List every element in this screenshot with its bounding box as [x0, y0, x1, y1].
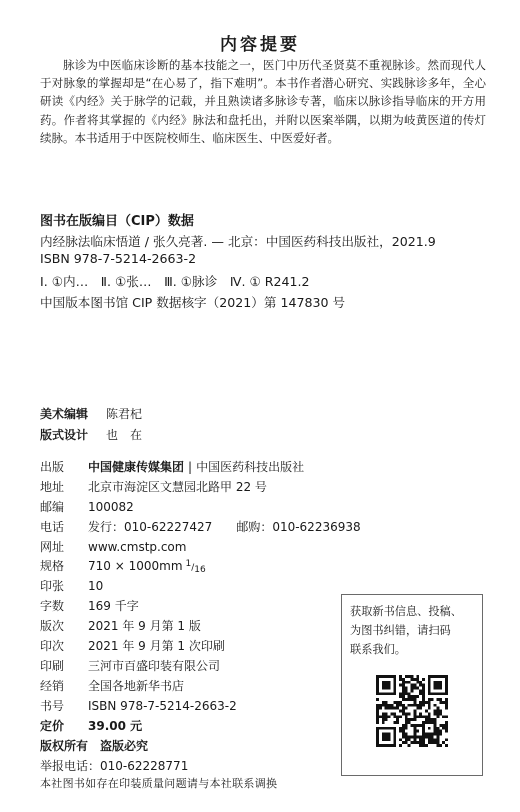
cip-classification-line: Ⅰ. ①内… Ⅱ. ①张… Ⅲ. ①脉诊 Ⅳ. ① R241.2: [40, 274, 310, 289]
qr-instructions: [350, 602, 476, 659]
postcode-label: 邮编: [40, 500, 65, 514]
distributor-row: [40, 677, 184, 694]
publisher-group: 中国健康传媒集团: [88, 460, 185, 474]
distributor-value: 全国各地新华书店: [88, 679, 185, 693]
printer-value: 三河市百盛印装有限公司: [88, 659, 221, 673]
spec-row: 规格 710 × 1000mm $^1$/16: [40, 559, 206, 575]
distributor-label: 经销: [40, 679, 65, 693]
layout-designer-row: [40, 426, 142, 443]
copyright-notice: 版权所有 盗版必究: [40, 739, 149, 753]
printer-row: [40, 657, 220, 674]
edition-row: [40, 617, 201, 634]
postcode-row: [40, 498, 134, 515]
spec-value: 710 × 1000mm: [88, 559, 183, 573]
printing-value: 2021 年 9 月第 1 次印刷: [88, 639, 225, 653]
report-phone-row: [40, 757, 188, 774]
spec-label: 规格: [40, 559, 65, 573]
qr-text-line-2: 为图书纠错，请扫码: [350, 624, 451, 637]
address-value: 北京市海淀区文慧园北路甲 22 号: [88, 480, 267, 494]
publisher-name: 中国医药科技出版社: [196, 460, 305, 474]
website-value: www.cmstp.com: [88, 540, 187, 554]
report-phone-value: 010-62228771: [100, 759, 189, 773]
isbn-row: [40, 697, 237, 714]
layout-designer-label: 版式设计: [40, 428, 89, 442]
art-editor-value: 陈君杞: [106, 407, 143, 421]
postcode-value: 100082: [88, 500, 134, 514]
edition-value: 2021 年 9 月第 1 版: [88, 619, 201, 633]
qr-text-line-1: 获取新书信息、投稿、: [350, 605, 462, 618]
spec-fraction-denominator: 16: [194, 565, 206, 575]
phone-value: 发行：010-62227427 邮购：010-62236938: [88, 520, 361, 534]
cip-heading: 图书在版编目（CIP）数据: [40, 214, 194, 229]
printing-label: 印次: [40, 639, 65, 653]
phone-row: [40, 518, 361, 535]
print-quality-note: 本社图书如存在印装质量问题请与本社联系调换: [40, 777, 278, 790]
sheets-value: 10: [88, 579, 104, 593]
words-label: 字数: [40, 599, 65, 613]
sheets-label: 印张: [40, 579, 65, 593]
words-value: 169 千字: [88, 599, 139, 613]
phone-label: 电话: [40, 520, 65, 534]
publisher-label: 出版: [40, 460, 65, 474]
cip-record-line: 中国版本图书馆 CIP 数据核字（2021）第 147830 号: [40, 295, 346, 310]
price-row: [40, 717, 142, 734]
price-value: 39.00 元: [88, 719, 143, 733]
isbn-value: ISBN 978-7-5214-2663-2: [88, 699, 237, 713]
summary-paragraph: 脉诊为中医临床诊断的基本技能之一，医门中历代圣贤莫不重视脉诊。然而现代人于对脉象的掌握却是“在心易了，指下难明”。本书作者潜心研究、实践脉诊多年，全心研读《内经》关于脉学的记载，并且熟读诸多脉诊专著，临床以脉诊指导临床的开方用药。作者将其掌握的《内经》脉法和盘托出，并附以医案举隅，以期为岐黄医道的传灯续脉。本书适用于中医院校师生、临床医生、中医爱好者。: [40, 58, 486, 145]
website-row: [40, 538, 186, 555]
printer-label: 印刷: [40, 659, 65, 673]
printing-row: [40, 637, 225, 654]
layout-designer-value: 也 在: [106, 428, 143, 442]
report-phone-label: 举报电话：: [40, 759, 101, 773]
sheets-row: [40, 577, 103, 594]
cip-title-line: 内经脉法临床悟道 / 张久亮著. — 北京：中国医药科技出版社，2021.9: [40, 234, 436, 249]
qr-contact-box: [341, 594, 483, 776]
spec-fraction-numerator: 1: [185, 559, 192, 569]
summary-title: 内容提要: [220, 35, 300, 55]
art-editor-label: 美术编辑: [40, 407, 89, 421]
publisher-row: [40, 458, 304, 475]
art-editor-row: [40, 405, 142, 422]
publisher-separator: |: [188, 460, 193, 474]
address-row: [40, 478, 267, 495]
summary-section: [40, 56, 486, 147]
edition-label: 版次: [40, 619, 65, 633]
words-row: [40, 597, 139, 614]
qr-code-icon[interactable]: [376, 675, 448, 747]
price-label: 定价: [40, 719, 65, 733]
address-label: 地址: [40, 480, 65, 494]
cip-isbn-line: ISBN 978-7-5214-2663-2: [40, 251, 197, 266]
qr-text-line-3: 联系我们。: [350, 643, 406, 656]
website-label: 网址: [40, 540, 65, 554]
isbn-label: 书号: [40, 699, 65, 713]
